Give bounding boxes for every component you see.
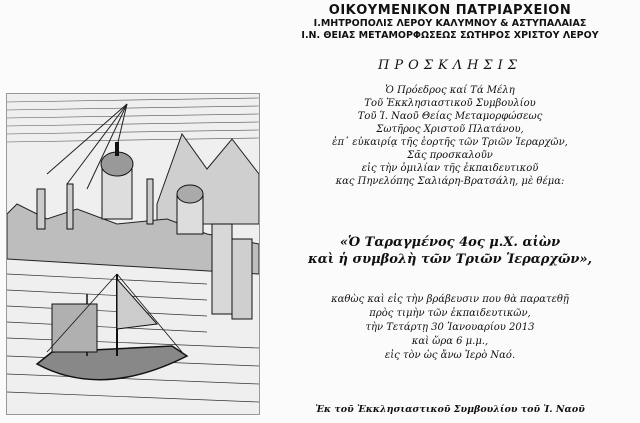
engraving-illustration (6, 93, 260, 415)
signature: Ἐκ τοῦ Ἐκκλησιαστικοῦ Συμβουλίου τοῦ Ἱ. Ναοῦ (315, 404, 585, 415)
church-title: Ι.Ν. ΘΕΙΑΣ ΜΕΤΑΜΟΡΦΩΣΕΩΣ ΣΩΤΗΡΟΣ ΧΡΙΣΤΟΥ ΛΕΡΟΥ (301, 30, 599, 41)
detail-line: εἰς τὸν ὡς ἄνω Ἱερὸ Ναό. (384, 350, 516, 361)
invitation-body (262, 84, 638, 188)
engraving-city-ship-icon (7, 94, 259, 414)
theme-line: «Ὁ Ταραγμένος 4ος μ.Χ. αἰὼν (339, 235, 561, 250)
body-line: Τοῦ Ἱ. Ναοῦ Θείας Μεταμορφώσεως (357, 111, 543, 122)
header (262, 3, 638, 42)
body-line: Τοῦ Ἐκκλησιαστικοῦ Συμβουλίου (364, 98, 536, 109)
body-line: Σωτῆρος Χριστοῦ Πλατάνου, (376, 124, 524, 135)
detail-line: καὶ ὥρα 6 μ.μ., (411, 336, 489, 347)
detail-line: πρὸς τιμὴν τῶν ἐκπαιδευτικῶν, (369, 308, 531, 319)
metropolis-title: Ι.ΜΗΤΡΟΠΟΛΙΣ ΛΕΡΟΥ ΚΑΛΥΜΝΟΥ & ΑΣΤΥΠΑΛΑΙΑΣ (313, 18, 587, 29)
detail-line: καθὼς καὶ εἰς τὴν βράβευσιν που θὰ παρατεθῇ (331, 294, 569, 305)
body-line: κας Πηνελόπης Σαλιάρη-Βρατσάλη, μὲ θέμα: (335, 176, 565, 187)
theme-line: καὶ ἡ συμβολὴ τῶν Τριῶν Ἱεραρχῶν», (307, 252, 593, 267)
body-line: Σᾶς προσκαλοῦν (407, 150, 493, 161)
patriarchate-title: ΟΙΚΟΥΜΕΝΙΚΟΝ ΠΑΤΡΙΑΡΧΕΙΟΝ (328, 3, 572, 18)
event-details (262, 293, 638, 363)
body-line: ἐπ᾽ εὐκαιρίᾳ τῆς ἑορτῆς τῶν Τριῶν Ἱεραρχῶν, (332, 137, 568, 148)
body-line: εἰς τὴν ὁμιλίαν τῆς ἐκπαιδευτικοῦ (361, 163, 539, 174)
detail-line: τὴν Τετάρτῃ 30 Ἰανουαρίου 2013 (365, 322, 535, 333)
body-line: Ὁ Πρόεδρος καί Τά Μέλη (385, 85, 515, 96)
invitation-title: ΠΡΟΣΚΛΗΣΙΣ (378, 58, 522, 73)
lecture-theme (262, 234, 638, 268)
